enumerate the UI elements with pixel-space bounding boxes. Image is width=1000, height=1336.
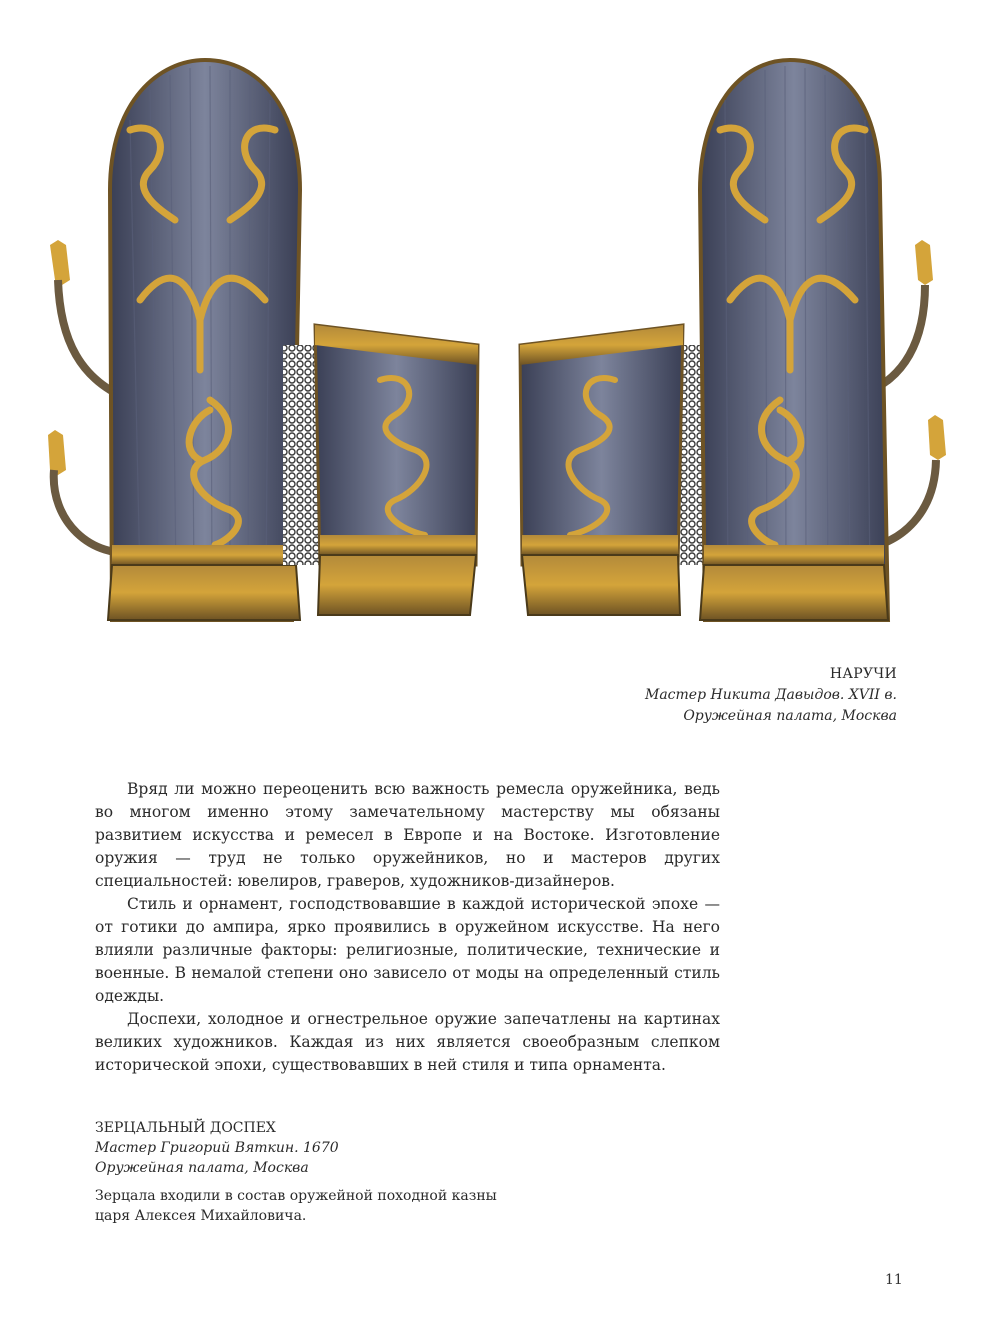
left-short-vambrace xyxy=(283,325,478,615)
caption-title: ЗЕРЦАЛЬНЫЙ ДОСПЕХ xyxy=(95,1120,276,1136)
page-number: 11 xyxy=(885,1272,903,1288)
body-paragraph: Стиль и орнамент, господствовавшие в каждой исторической эпохе — от готики до ампира, ярко проявились в оружейном искусстве. На него влияли различные факторы: религиозные, политические, технические и военные. В немалой степени оно зависело от моды на определенный стиль одежды. xyxy=(95,895,720,1005)
armor-vambraces-image xyxy=(0,40,1000,640)
caption-author: Мастер Григорий Вяткин. 1670 xyxy=(95,1140,339,1156)
right-short-vambrace xyxy=(520,325,714,615)
left-long-vambrace xyxy=(48,60,300,620)
body-paragraph: Доспехи, холодное и огнестрельное оружие запечатлены на картинах великих художников. Каждая из них является своеобразным слепком исторической эпохи, существовавших в ней стиля и типа орнамента. xyxy=(95,1010,720,1074)
caption-location: Оружейная палата, Москва xyxy=(683,708,897,724)
right-long-vambrace xyxy=(700,60,946,620)
caption-author: Мастер Никита Давыдов. XVII в. xyxy=(645,687,897,703)
top-photo-caption xyxy=(645,664,897,727)
body-paragraph: Вряд ли можно переоценить всю важность ремесла оружейника, ведь во многом именно этому замечательному мастерству мы обязаны развитием искусства и ремесел в Европе и на Востоке. Изготовление оружия — труд не только оружейников, но и мастеров других специальностей: ювелиров, граверов, художников-дизайнеров. xyxy=(95,780,720,890)
bottom-caption xyxy=(95,1118,339,1178)
body-text xyxy=(95,778,720,1077)
caption-note: Зерцала входили в состав оружейной походной казны царя Алексея Михайловича. xyxy=(95,1188,497,1224)
caption-title: НАРУЧИ xyxy=(829,666,897,682)
caption-location: Оружейная палата, Москва xyxy=(95,1160,309,1176)
